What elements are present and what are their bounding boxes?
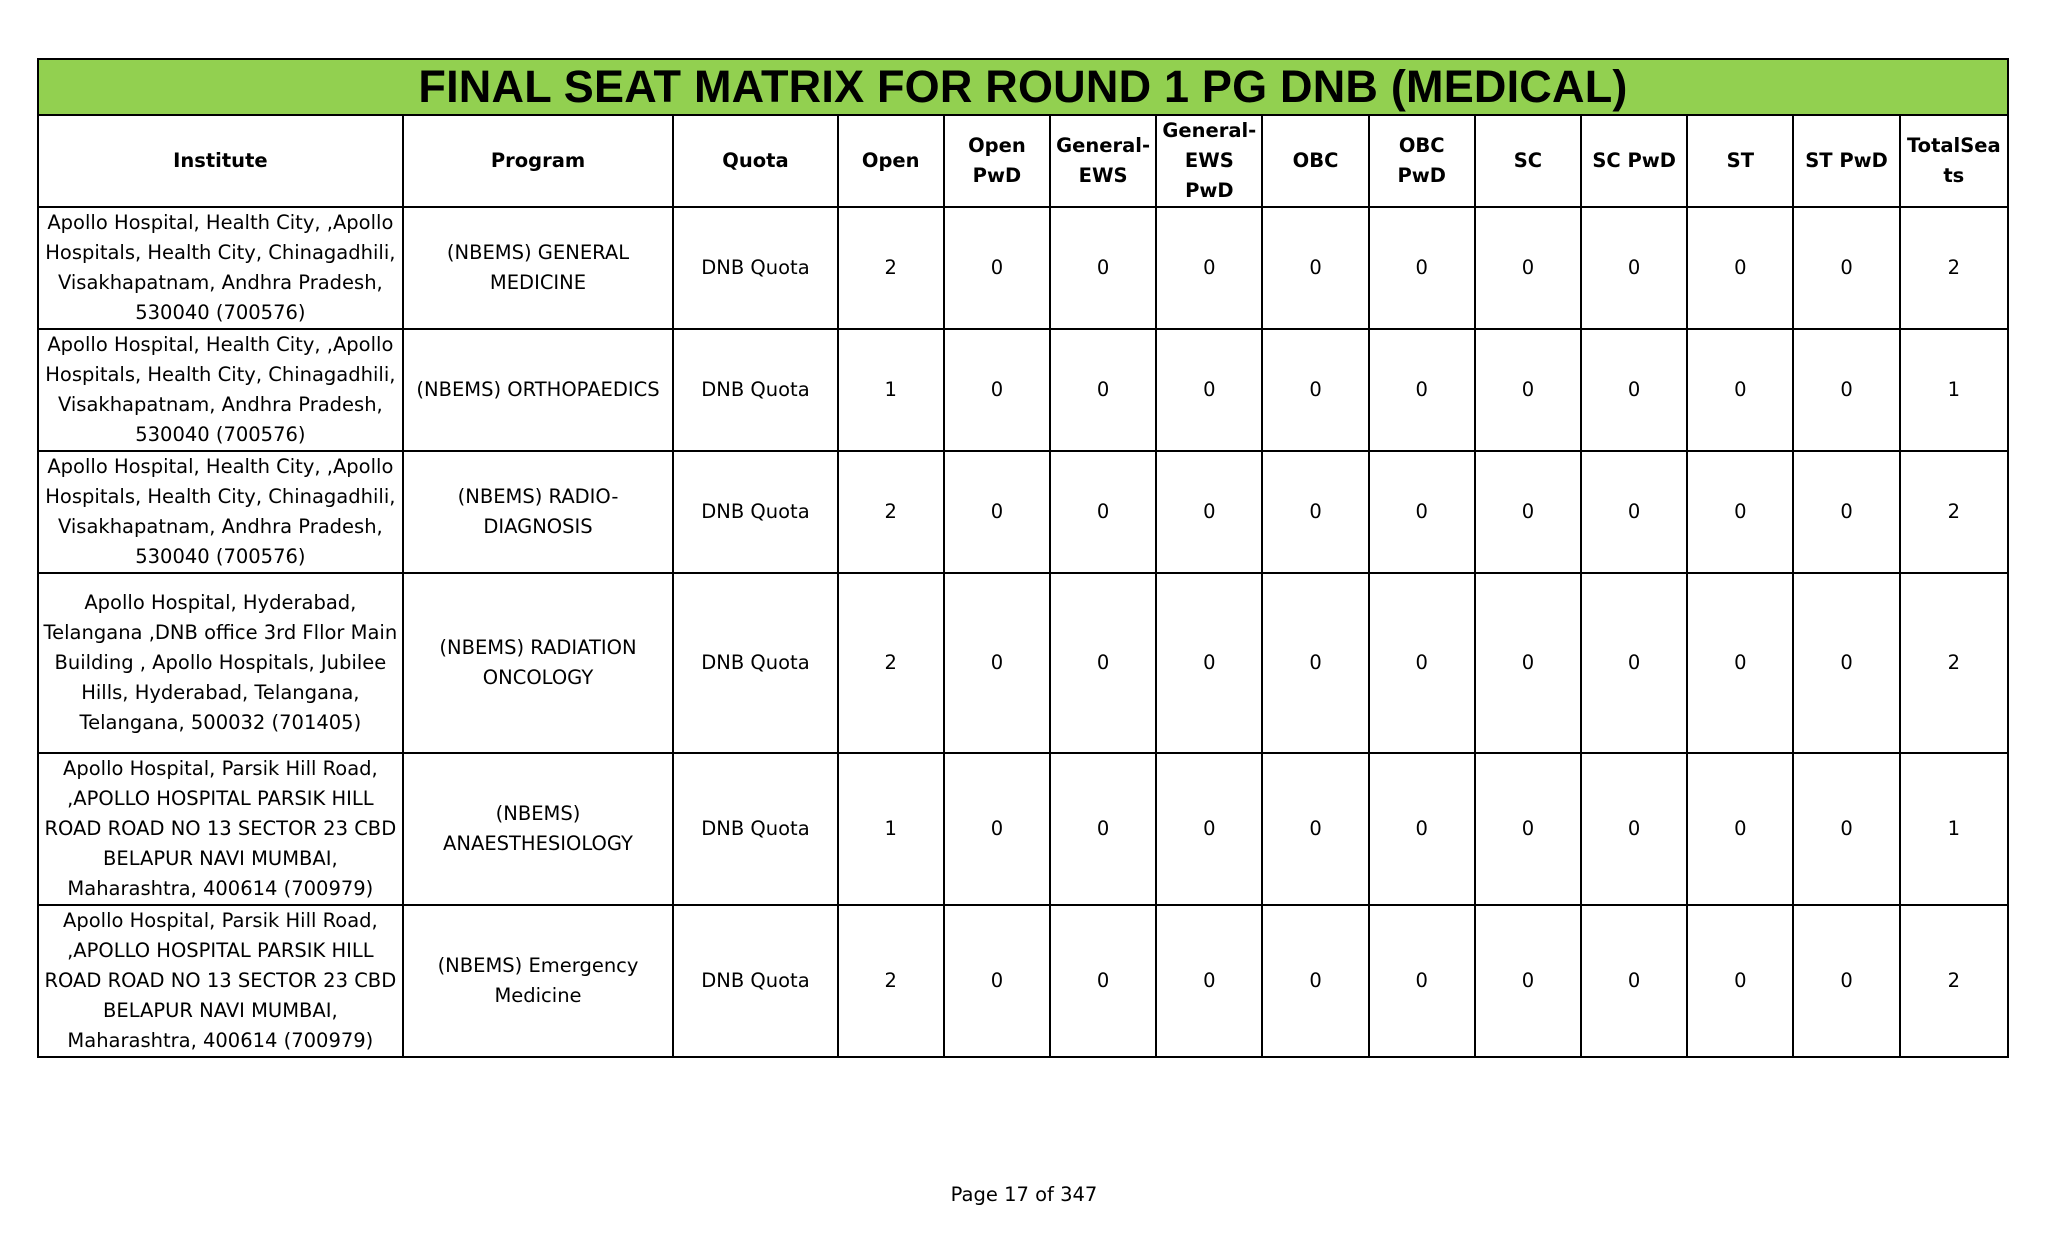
cell-sc: 0 [1475, 905, 1581, 1057]
cell-sc: 0 [1475, 329, 1581, 451]
header-institute: Institute [38, 115, 403, 207]
cell-sc-pwd: 0 [1581, 451, 1687, 573]
header-obc: OBC [1262, 115, 1368, 207]
cell-obc: 0 [1262, 905, 1368, 1057]
cell-program: (NBEMS) ANAESTHESIOLOGY [403, 753, 674, 905]
cell-quota: DNB Quota [673, 207, 837, 329]
cell-st-pwd: 0 [1793, 451, 1899, 573]
cell-obc-pwd: 0 [1369, 753, 1475, 905]
cell-sc: 0 [1475, 753, 1581, 905]
cell-open-pwd: 0 [944, 207, 1050, 329]
cell-st-pwd: 0 [1793, 573, 1899, 753]
cell-general-ews-pwd: 0 [1156, 451, 1262, 573]
cell-open-pwd: 0 [944, 329, 1050, 451]
cell-sc-pwd: 0 [1581, 753, 1687, 905]
cell-sc-pwd: 0 [1581, 207, 1687, 329]
cell-sc: 0 [1475, 451, 1581, 573]
cell-institute: Apollo Hospital, Health City, ,Apollo Hospitals, Health City, Chinagadhili, Visakhapatnam, Andhra Pradesh, 530040 (700576) [38, 451, 403, 573]
cell-program: (NBEMS) Emergency Medicine [403, 905, 674, 1057]
header-obc-pwd: OBC PwD [1369, 115, 1475, 207]
table-row [38, 207, 2008, 329]
cell-open: 2 [838, 573, 944, 753]
cell-obc: 0 [1262, 451, 1368, 573]
cell-open: 2 [838, 451, 944, 573]
cell-open-pwd: 0 [944, 753, 1050, 905]
cell-quota: DNB Quota [673, 573, 837, 753]
cell-program: (NBEMS) RADIO-DIAGNOSIS [403, 451, 674, 573]
cell-st: 0 [1687, 329, 1793, 451]
cell-open: 2 [838, 905, 944, 1057]
cell-institute: Apollo Hospital, Hyderabad, Telangana ,DNB office 3rd Fllor Main Building , Apollo Hospitals, Jubilee Hills, Hyderabad, Telangana, Telangana, 500032 (701405) [38, 573, 403, 753]
cell-general-ews: 0 [1050, 329, 1156, 451]
cell-obc: 0 [1262, 573, 1368, 753]
cell-st-pwd: 0 [1793, 905, 1899, 1057]
header-st-pwd: ST PwD [1793, 115, 1899, 207]
cell-obc: 0 [1262, 329, 1368, 451]
cell-general-ews-pwd: 0 [1156, 573, 1262, 753]
cell-total-seats: 2 [1900, 905, 2008, 1057]
cell-total-seats: 1 [1900, 753, 2008, 905]
header-general-ews: General-EWS [1050, 115, 1156, 207]
cell-institute: Apollo Hospital, Health City, ,Apollo Hospitals, Health City, Chinagadhili, Visakhapatnam, Andhra Pradesh, 530040 (700576) [38, 207, 403, 329]
cell-st: 0 [1687, 753, 1793, 905]
cell-open: 1 [838, 753, 944, 905]
cell-general-ews: 0 [1050, 905, 1156, 1057]
cell-st: 0 [1687, 573, 1793, 753]
cell-open-pwd: 0 [944, 905, 1050, 1057]
cell-open: 2 [838, 207, 944, 329]
cell-quota: DNB Quota [673, 329, 837, 451]
cell-total-seats: 2 [1900, 573, 2008, 753]
cell-program: (NBEMS) ORTHOPAEDICS [403, 329, 674, 451]
cell-general-ews-pwd: 0 [1156, 207, 1262, 329]
table-row [38, 451, 2008, 573]
cell-obc: 0 [1262, 207, 1368, 329]
table-header-row [38, 115, 2008, 207]
cell-total-seats: 2 [1900, 207, 2008, 329]
cell-sc-pwd: 0 [1581, 905, 1687, 1057]
header-program: Program [403, 115, 674, 207]
header-sc-pwd: SC PwD [1581, 115, 1687, 207]
cell-quota: DNB Quota [673, 451, 837, 573]
cell-quota: DNB Quota [673, 905, 837, 1057]
cell-obc-pwd: 0 [1369, 207, 1475, 329]
table-row [38, 573, 2008, 753]
cell-st: 0 [1687, 451, 1793, 573]
cell-total-seats: 2 [1900, 451, 2008, 573]
cell-sc: 0 [1475, 573, 1581, 753]
seat-matrix-document [37, 58, 2009, 1058]
cell-institute: Apollo Hospital, Parsik Hill Road, ,APOLLO HOSPITAL PARSIK HILL ROAD ROAD NO 13 SECTOR 23 CBD BELAPUR NAVI MUMBAI, Maharashtra, 400614 (700979) [38, 905, 403, 1057]
cell-general-ews: 0 [1050, 207, 1156, 329]
cell-general-ews: 0 [1050, 451, 1156, 573]
document-title: FINAL SEAT MATRIX FOR ROUND 1 PG DNB (MEDICAL) [37, 58, 2009, 114]
cell-open: 1 [838, 329, 944, 451]
page-number: Page 17 of 347 [950, 1183, 1098, 1206]
cell-st: 0 [1687, 905, 1793, 1057]
cell-obc-pwd: 0 [1369, 905, 1475, 1057]
table-row [38, 905, 2008, 1057]
header-quota: Quota [673, 115, 837, 207]
header-open-pwd: Open PwD [944, 115, 1050, 207]
header-open: Open [838, 115, 944, 207]
seat-matrix-table [37, 114, 2009, 1058]
table-row [38, 329, 2008, 451]
cell-open-pwd: 0 [944, 451, 1050, 573]
header-total-seats: TotalSeats [1900, 115, 2008, 207]
cell-st: 0 [1687, 207, 1793, 329]
cell-general-ews-pwd: 0 [1156, 905, 1262, 1057]
cell-st-pwd: 0 [1793, 207, 1899, 329]
cell-obc-pwd: 0 [1369, 329, 1475, 451]
cell-program: (NBEMS) RADIATION ONCOLOGY [403, 573, 674, 753]
cell-program: (NBEMS) GENERAL MEDICINE [403, 207, 674, 329]
cell-general-ews: 0 [1050, 573, 1156, 753]
header-sc: SC [1475, 115, 1581, 207]
cell-institute: Apollo Hospital, Health City, ,Apollo Hospitals, Health City, Chinagadhili, Visakhapatnam, Andhra Pradesh, 530040 (700576) [38, 329, 403, 451]
cell-general-ews-pwd: 0 [1156, 753, 1262, 905]
cell-sc: 0 [1475, 207, 1581, 329]
cell-general-ews: 0 [1050, 753, 1156, 905]
cell-obc-pwd: 0 [1369, 451, 1475, 573]
cell-obc-pwd: 0 [1369, 573, 1475, 753]
cell-total-seats: 1 [1900, 329, 2008, 451]
cell-open-pwd: 0 [944, 573, 1050, 753]
header-st: ST [1687, 115, 1793, 207]
table-row [38, 753, 2008, 905]
cell-st-pwd: 0 [1793, 753, 1899, 905]
header-general-ews-pwd: General-EWS PwD [1156, 115, 1262, 207]
cell-st-pwd: 0 [1793, 329, 1899, 451]
cell-sc-pwd: 0 [1581, 329, 1687, 451]
cell-institute: Apollo Hospital, Parsik Hill Road, ,APOLLO HOSPITAL PARSIK HILL ROAD ROAD NO 13 SECTOR 23 CBD BELAPUR NAVI MUMBAI, Maharashtra, 400614 (700979) [38, 753, 403, 905]
cell-general-ews-pwd: 0 [1156, 329, 1262, 451]
cell-quota: DNB Quota [673, 753, 837, 905]
cell-obc: 0 [1262, 753, 1368, 905]
cell-sc-pwd: 0 [1581, 573, 1687, 753]
